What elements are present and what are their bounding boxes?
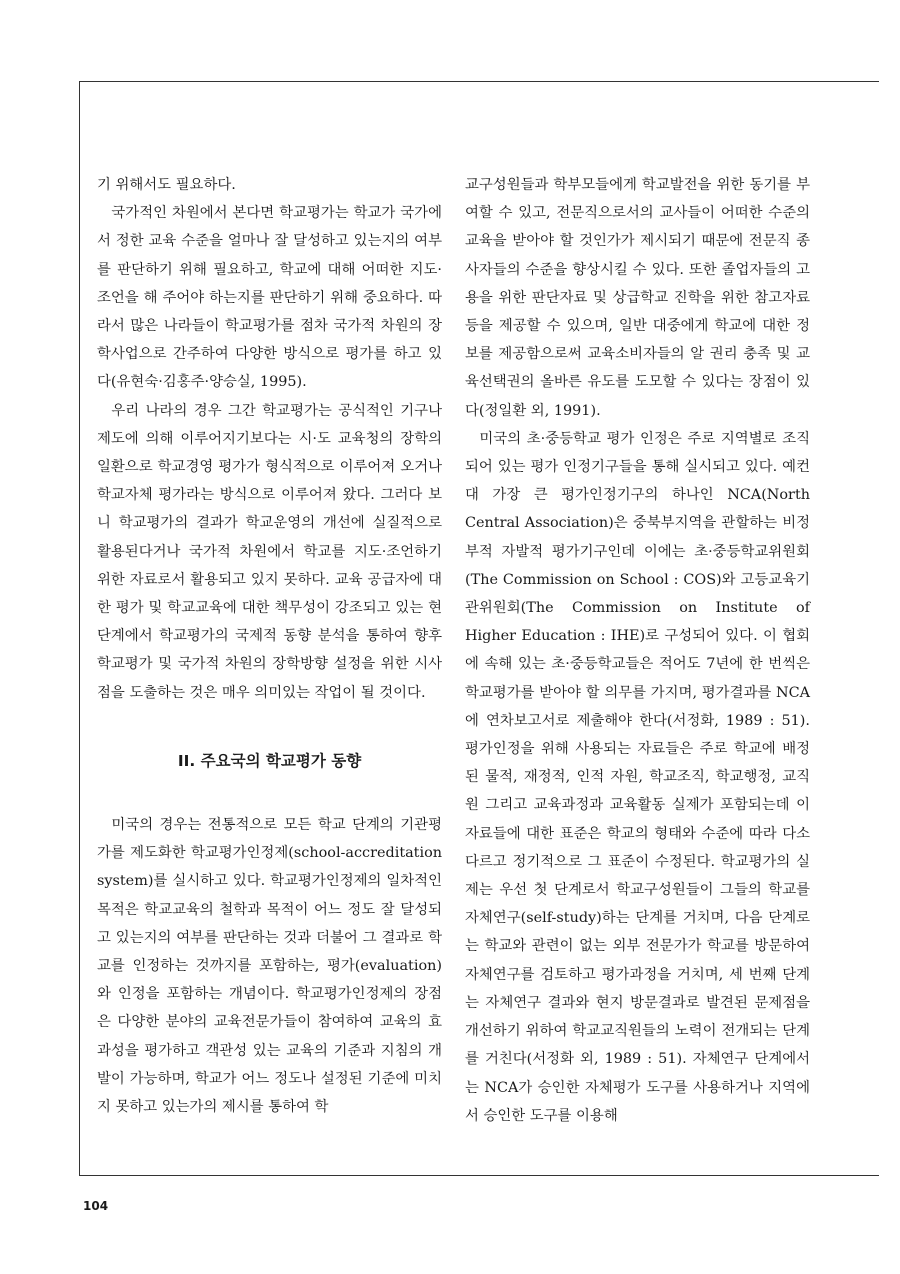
section-heading: II. 주요국의 학교평가 동향 (177, 751, 362, 770)
right-column (465, 171, 810, 1130)
page-frame-left-rule (79, 81, 80, 1176)
left-column (97, 171, 442, 1121)
left-paragraph-1: 기 위해서도 필요하다. (97, 177, 236, 193)
left-paragraph-4: 미국의 경우는 전통적으로 모든 학교 단계의 기관평가를 제도화한 학교평가인정제(school-accreditation system)를 실시하고 있다. 학교평가인정제의 일차적인 목적은 학교교육의 철학과 목적이 어느 정도 잘 달성되고 있는지의 여부를 판단하는 것과 더불어 그 결과로 학교를 인정하는 것까지를 포함하는, 평가(evaluation)와 인정을 포함하는 개념이다. 학교평가인정제의 장점은 다양한 분야의 교육전문가들이 참여하여 교육의 효과성을 평가하고 객관성 있는 교육의 기준과 지침의 개발이 가능하며, 학교가 어느 정도나 설정된 기준에 미치지 못하고 있는가의 제시를 통하여 학 (97, 817, 442, 1116)
page-frame-top-rule (79, 81, 879, 82)
page-frame-bottom-rule (79, 1175, 879, 1176)
page-number: 104 (83, 1199, 109, 1213)
left-paragraph-2: 국가적인 차원에서 본다면 학교평가는 학교가 국가에서 정한 교육 수준을 얼마나 잘 달성하고 있는지의 여부를 판단하기 위해 필요하고, 학교에 대해 어떠한 지도·조언을 해 주어야 하는지를 판단하기 위해 중요하다. 따라서 많은 나라들이 학교평가를 점차 국가적 차원의 장학사업으로 간주하여 다양한 방식으로 평가를 하고 있다(유현숙·김홍주·양승실, 1995). (97, 205, 442, 391)
right-paragraph-1: 교구성원들과 학부모들에게 학교발전을 위한 동기를 부여할 수 있고, 전문직으로서의 교사들이 어떠한 수준의 교육을 받아야 할 것인가가 제시되기 때문에 전문직 종사자들의 수준을 향상시킬 수 있다. 또한 졸업자들의 고용을 위한 판단자료 및 상급학교 진학을 위한 참고자료 등을 제공할 수 있으며, 일반 대중에게 학교에 대한 정보를 제공함으로써 교육소비자들의 알 권리 충족 및 교육선택권의 올바른 유도를 도모할 수 있다는 장점이 있다(정일환 외, 1991). (465, 177, 810, 419)
right-paragraph-2: 미국의 초·중등학교 평가 인정은 주로 지역별로 조직되어 있는 평가 인정기구들을 통해 실시되고 있다. 예컨대 가장 큰 평가인정기구의 하나인 NCA(North Central Association)은 중북부지역을 관할하는 비정부적 자발적 평가기구인데 이에는 초·중등학교위원회(The Commission on School : COS)와 고등교육기관위원회(The Commission on Institute of Higher Education : IHE)로 구성되어 있다. 이 협회에 속해 있는 초·중등학교들은 적어도 7년에 한 번씩은 학교평가를 받아야 할 의무를 가지며, 평가결과를 NCA에 연차보고서로 제출해야 한다(서정화, 1989 : 51). 평가인정을 위해 사용되는 자료들은 주로 학교에 배정된 물적, 재정적, 인적 자원, 학교조직, 학교행정, 교직원 그리고 교육과정과 교육활동 실제가 포함되는데 이 자료들에 대한 표준은 학교의 형태와 수준에 따라 다소 다르고 정기적으로 그 표준이 수정된다. 학교평가의 실제는 우선 첫 단계로서 학교구성원들이 그들의 학교를 자체연구(self-study)하는 단계를 거치며, 다음 단계로는 학교와 관련이 없는 외부 전문가가 학교를 방문하여 자체연구를 검토하고 평가과정을 거치며, 세 번째 단계는 자체연구 결과와 현지 방문결과로 발견된 문제점을 개선하기 위하여 학교교직원들의 노력이 전개되는 단계를 거친다(서정화 외, 1989 : 51). 자체연구 단계에서는 NCA가 승인한 자체평가 도구를 사용하거나 지역에서 승인한 도구를 이용해 (465, 430, 810, 1124)
left-paragraph-3: 우리 나라의 경우 그간 학교평가는 공식적인 기구나 제도에 의해 이루어지기보다는 시·도 교육청의 장학의 일환으로 학교경영 평가가 형식적으로 이루어져 오거나 학교자체 평가라는 방식으로 이루어져 왔다. 그러다 보니 학교평가의 결과가 학교운영의 개선에 실질적으로 활용된다거나 국가적 차원에서 학교를 지도·조언하기 위한 자료로서 활용되고 있지 못하다. 교육 공급자에 대한 평가 및 학교교육에 대한 책무성이 강조되고 있는 현 단계에서 학교평가의 국제적 동향 분석을 통하여 향후 학교평가 및 국가적 차원의 장학방향 설정을 위한 시사점을 도출하는 것은 매우 의미있는 작업이 될 것이다. (97, 402, 442, 701)
